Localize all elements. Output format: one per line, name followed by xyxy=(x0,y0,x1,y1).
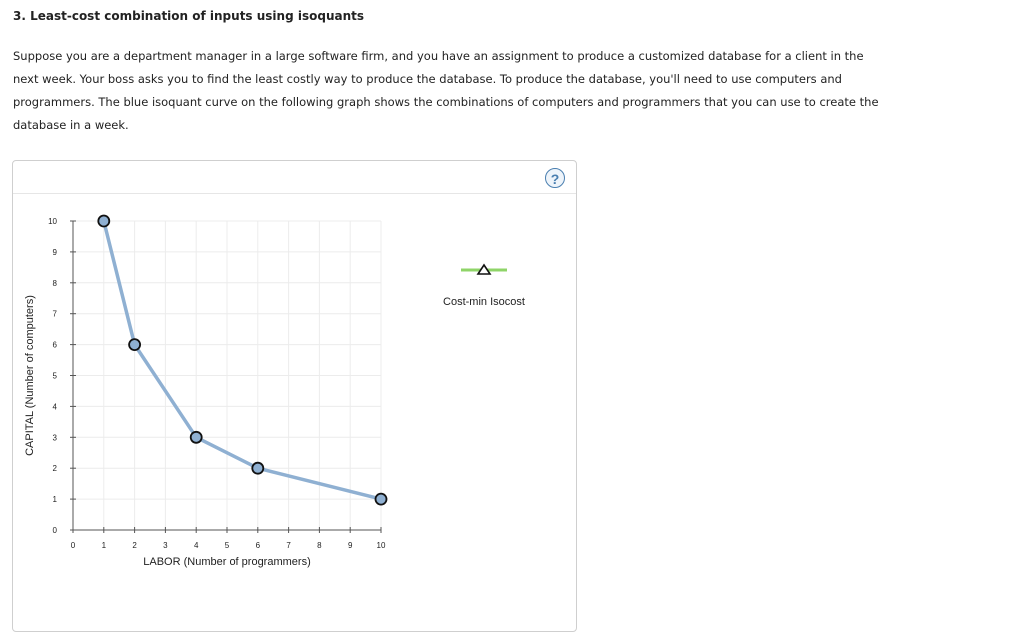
question-line: next week. Your boss asks you to find the least costly way to produce the database. To produce the database, you'll need to use computers and xyxy=(13,72,842,86)
x-axis-label: LABOR (Number of programmers) xyxy=(143,556,311,568)
x-tick-label: 1 xyxy=(101,541,107,550)
x-tick-label: 2 xyxy=(132,541,137,550)
isoquant-point[interactable] xyxy=(191,432,202,443)
x-tick-label: 5 xyxy=(224,541,230,550)
y-tick-label: 9 xyxy=(52,247,57,257)
y-tick-label: 4 xyxy=(52,402,57,412)
x-tick-label: 6 xyxy=(255,541,261,550)
x-tick-label: 0 xyxy=(70,541,76,550)
y-tick-label: 10 xyxy=(48,217,57,226)
x-tick-label: 4 xyxy=(193,541,199,550)
question-line: Suppose you are a department manager in a large software firm, and you have an assignment to produce a customized database for a client in the xyxy=(13,49,864,63)
isoquant-point[interactable] xyxy=(252,463,263,474)
graph-panel xyxy=(12,160,577,632)
question-line: programmers. The blue isoquant curve on the following graph shows the combinations of computers and programmers that you can use to create the xyxy=(13,95,879,109)
x-tick-label: 8 xyxy=(317,541,322,550)
y-tick-label: 6 xyxy=(52,340,57,350)
x-tick-label: 3 xyxy=(163,541,168,550)
isoquant-point[interactable] xyxy=(98,216,109,227)
x-tick-label: 9 xyxy=(347,541,353,550)
isoquant-point[interactable] xyxy=(376,494,387,505)
y-tick-label: 7 xyxy=(52,309,57,319)
help-icon[interactable]: ? xyxy=(545,168,565,188)
legend-label: Cost-min Isocost xyxy=(443,296,525,308)
y-axis-label: CAPITAL (Number of computers) xyxy=(24,295,36,456)
isoquant-point[interactable] xyxy=(129,339,140,350)
y-tick-label: 3 xyxy=(52,433,57,443)
x-tick-label: 10 xyxy=(376,541,386,550)
graph-toolbar xyxy=(13,161,576,194)
y-tick-label: 8 xyxy=(52,278,57,288)
y-tick-label: 1 xyxy=(52,495,57,505)
y-tick-label: 2 xyxy=(52,464,57,474)
y-tick-label: 5 xyxy=(52,371,57,381)
y-tick-label: 0 xyxy=(52,526,57,535)
x-tick-label: 7 xyxy=(286,541,291,550)
question-title: 3. Least-cost combination of inputs using isoquants xyxy=(13,9,365,23)
question-text xyxy=(13,45,913,137)
question-line: database in a week. xyxy=(13,118,129,132)
isoquant-chart[interactable] xyxy=(13,191,574,631)
isoquant-curve xyxy=(104,221,381,499)
